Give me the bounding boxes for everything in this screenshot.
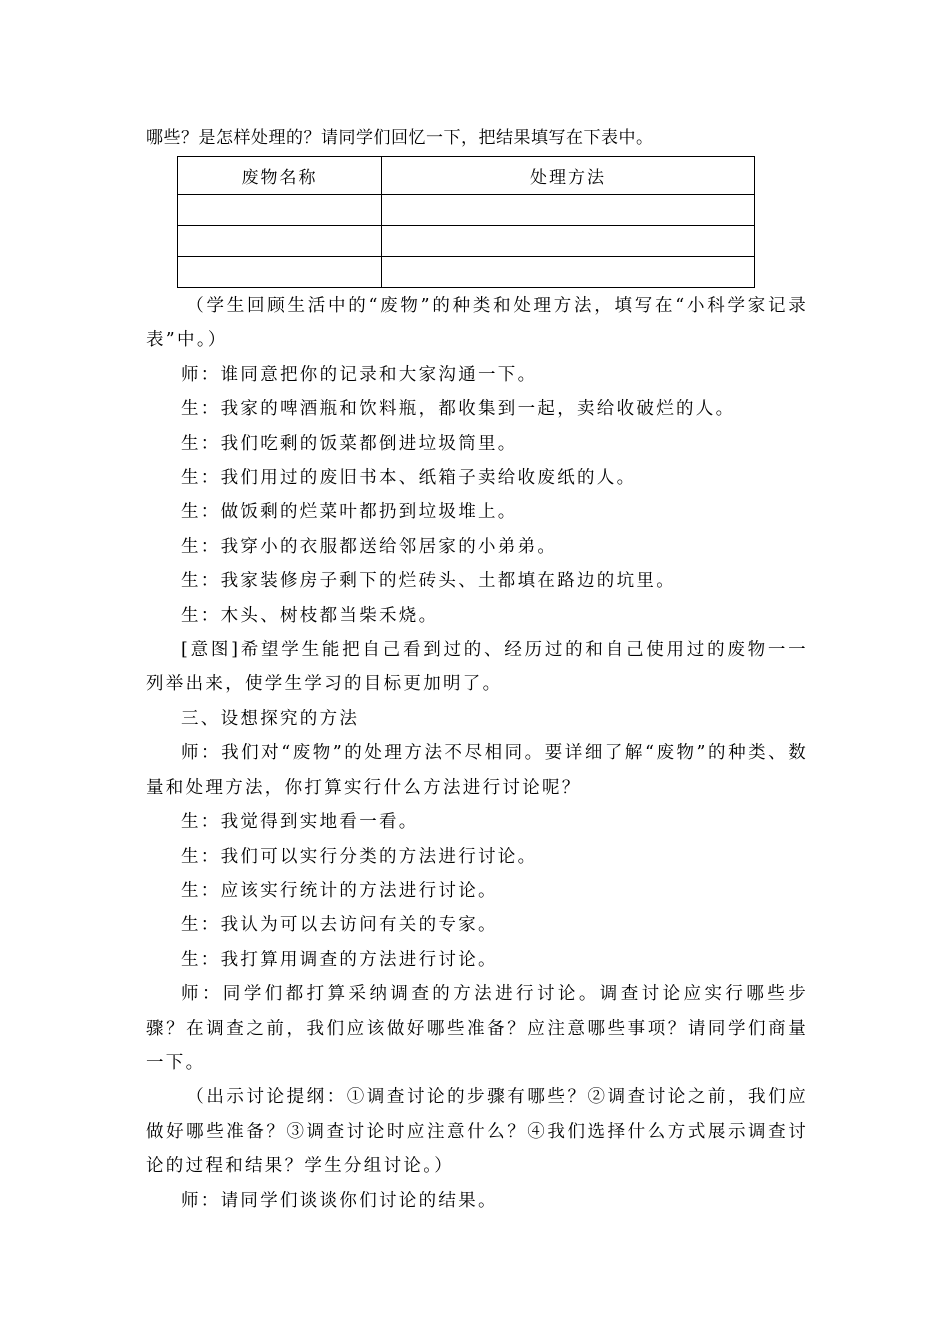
record-table [177, 156, 755, 288]
table-cell [382, 226, 755, 257]
header-waste-name: 废物名称 [178, 157, 382, 195]
table-cell [178, 226, 382, 257]
table-header-row [178, 157, 755, 195]
body-text [146, 289, 808, 1218]
paragraph: （学生回顾生活中的“废物”的种类和处理方法，填写在“小科学家记录表”中。） [146, 296, 808, 351]
paragraph: 生：我们用过的废旧书本、纸箱子卖给收废纸的人。 [181, 468, 637, 489]
table-cell [382, 257, 755, 288]
paragraph: 生：我觉得到实地看一看。 [181, 812, 419, 833]
paragraph: [意图]希望学生能把自己看到过的、经历过的和自己使用过的废物一一列举出来，使学生学习的目标更加明了。 [146, 640, 808, 695]
table-cell [178, 195, 382, 226]
paragraph: 生：做饭剩的烂菜叶都扔到垃圾堆上。 [181, 502, 518, 523]
paragraph: 生：我家装修房子剩下的烂砖头、土都填在路边的坑里。 [181, 571, 676, 592]
table-row [178, 257, 755, 288]
paragraph: 生：我们可以实行分类的方法进行讨论。 [181, 846, 538, 867]
paragraph: 生：我穿小的衣服都送给邻居家的小弟弟。 [181, 536, 558, 557]
paragraph: 生：木头、树枝都当柴禾烧。 [181, 605, 439, 626]
intro-line: 哪些？是怎样处理的？请同学们回忆一下，把结果填写在下表中。 [146, 128, 654, 148]
paragraph: 生：我们吃剩的饭菜都倒进垃圾筒里。 [181, 433, 518, 454]
paragraph: 师：同学们都打算采纳调查的方法进行讨论。调查讨论应实行哪些步骤？在调查之前，我们应该做好哪些准备？应注意哪些事项？请同学们商量一下。 [146, 984, 808, 1073]
paragraph: 生：我家的啤酒瓶和饮料瓶，都收集到一起，卖给收破烂的人。 [181, 399, 736, 420]
table-cell [382, 195, 755, 226]
paragraph: 师：我们对“废物”的处理方法不尽相同。要详细了解“废物”的种类、数量和处理方法，你打算实行什么方法进行讨论呢？ [146, 743, 808, 798]
paragraph: 生：我认为可以去访问有关的专家。 [181, 915, 498, 936]
paragraph: 生：我打算用调查的方法进行讨论。 [181, 949, 498, 970]
paragraph: 师：谁同意把你的记录和大家沟通一下。 [181, 364, 538, 385]
table-cell [178, 257, 382, 288]
table-row [178, 195, 755, 226]
paragraph: （出示讨论提纲：①调查讨论的步骤有哪些？②调查讨论之前，我们应做好哪些准备？③调查讨论时应注意什么？④我们选择什么方式展示调查讨论的过程和结果？学生分组讨论。） [146, 1087, 808, 1177]
section-heading: 三、设想探究的方法 [181, 708, 360, 729]
table-row [178, 226, 755, 257]
header-treatment-method: 处理方法 [382, 157, 755, 195]
paragraph: 师：请同学们谈谈你们讨论的结果。 [181, 1190, 498, 1211]
paragraph: 生：应该实行统计的方法进行讨论。 [181, 880, 498, 901]
